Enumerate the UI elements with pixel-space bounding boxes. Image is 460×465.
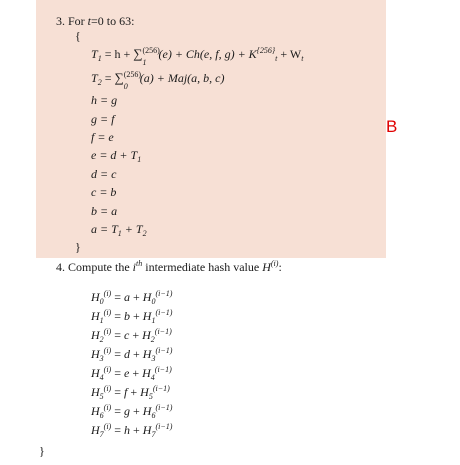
assign-b: b = a <box>91 204 118 218</box>
hash-row: $H_5^{(i)} = f + H_5^{(i-1)}$ <box>91 384 170 401</box>
assign-e: $e = d + T_1$ <box>91 148 142 164</box>
highlighted-loop-region <box>36 0 386 258</box>
hash-row: $H_3^{(i)} = d + H_3^{(i-1)}$ <box>91 346 173 363</box>
hash-row: $H_4^{(i)} = e + H_4^{(i-1)}$ <box>91 365 172 382</box>
hash-row: $H_7^{(i)} = h + H_7^{(i-1)}$ <box>91 422 173 439</box>
loop-open-brace: { <box>75 29 81 43</box>
annotation-label: B <box>386 117 398 136</box>
loop-close-brace: } <box>75 240 81 254</box>
equation-t2: $T_2$ = ∑ (256) 0 (a) + Maj(a, b, c) <box>91 70 225 91</box>
assign-a: $a = T_1 + T_2$ <box>91 222 147 238</box>
step-3-heading: 3. For t=0 to 63: <box>56 14 135 28</box>
assign-c: c = b <box>91 185 117 199</box>
outer-close-brace: } <box>39 444 45 458</box>
assign-f: f = e <box>91 130 114 144</box>
assign-h: h = g <box>91 93 118 107</box>
equation-t1: $T_1 = h$ + ∑ (256) 1 (e) + Ch(e, f, $g) + K^{\{256\}}_t + W_t$ <box>91 46 304 67</box>
hash-row: $H_2^{(i)} = c + H_2^{(i-1)}$ <box>91 327 172 344</box>
hash-row: $H_0^{(i)} = a + H_0^{(i-1)}$ <box>91 289 173 306</box>
assign-g: g = f <box>91 112 115 126</box>
sigma-symbol: ∑ <box>133 46 143 61</box>
step-4-heading: 4. Compute the $i^{th}$ intermediate hash value $H^{(i)}$: <box>56 259 282 274</box>
assign-d: d = c <box>91 167 117 181</box>
hash-row: $H_6^{(i)} = g + H_6^{(i-1)}$ <box>91 403 173 420</box>
sigma-symbol: ∑ <box>114 70 124 85</box>
hash-row: $H_1^{(i)} = b + H_1^{(i-1)}$ <box>91 308 173 325</box>
